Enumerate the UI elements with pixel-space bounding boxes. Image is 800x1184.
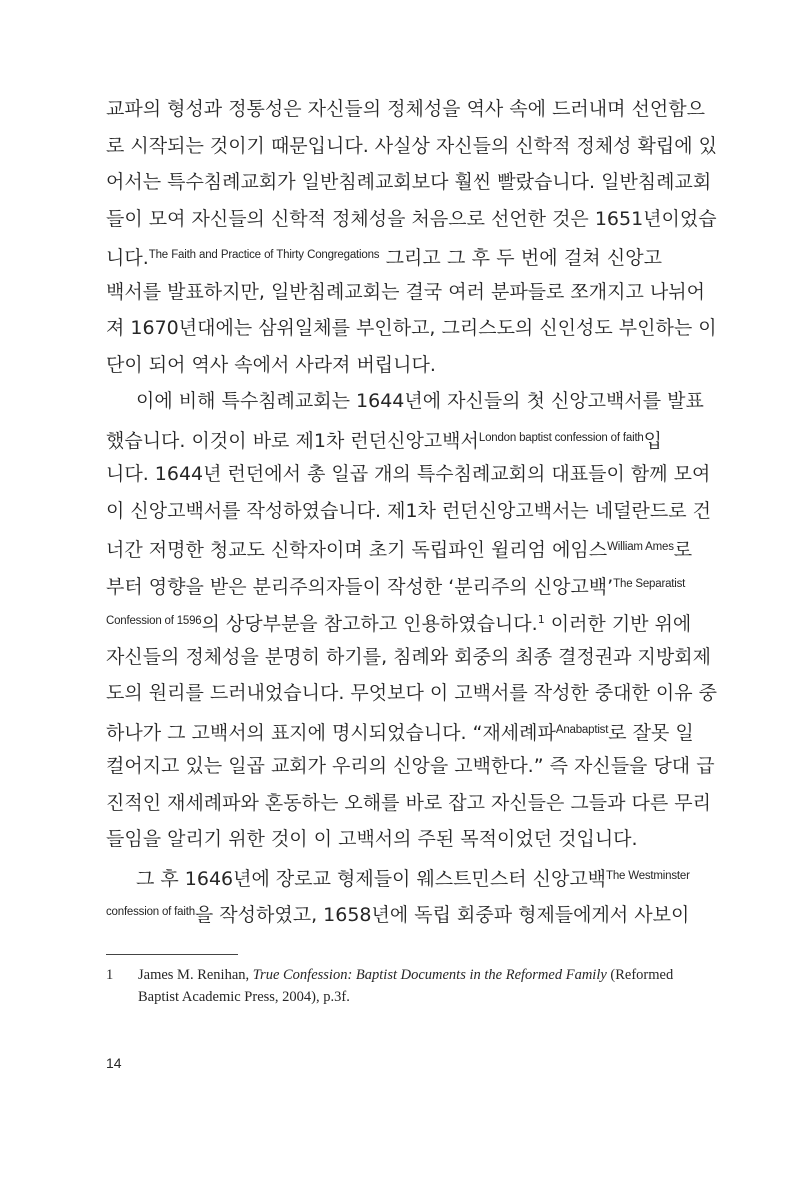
page-number: 14 [106,1055,122,1071]
text-segment: 교파의 형성과 정통성은 자신들의 정체성을 역사 속에 드러내며 선언함으 [106,98,705,120]
english-reference: Anabaptist [555,723,609,736]
text-line [106,420,662,457]
text-segment: 들임을 알리기 위한 것이 이 고백서의 주된 목적이었던 것입니다. [106,828,638,850]
footnote-text [138,964,674,1008]
text-segment: 했습니다. 이것이 바로 제1차 런던신앙고백서 [106,429,479,452]
text-line [106,383,704,420]
english-reference: The Faith and Practice of Thirty Congregations [148,249,380,261]
footnote-author: James M. Renihan, [138,967,253,983]
text-line [106,237,662,274]
text-segment: 그리고 그 후 두 번에 걸쳐 신앙고 [379,247,662,269]
footnote-marker: 1 [537,613,545,626]
english-reference: The Separatist [613,577,686,590]
text-segment: 어서는 특수침례교회가 일반침례교회보다 훨씬 빨랐습니다. 일반침례교회 [106,171,712,193]
footnote-divider [106,954,238,955]
text-line [106,347,662,384]
text-line [106,675,718,712]
text-line [106,785,711,822]
text-line [106,91,705,128]
text-line [106,821,662,858]
text-line [106,128,718,165]
text-line [106,566,686,603]
text-line [106,164,712,201]
text-segment: 의 상당부분을 참고하고 인용하였습니다. [201,613,538,635]
text-segment: 로 [673,539,693,561]
paragraph [106,858,690,931]
english-reference: Confession of 1596 [106,615,202,627]
text-segment: 로 잘못 일 [608,721,694,744]
body-text [106,91,718,931]
english-reference: The Westminster [606,869,690,882]
text-line [106,712,694,749]
english-reference: London baptist confession of faith [478,431,644,444]
text-segment: 하나가 그 고백서의 표지에 명시되었습니다. “재세례파 [106,721,556,744]
text-line [106,529,693,566]
text-segment: 도의 원리를 드러내었습니다. 무엇보다 이 고백서를 작성한 중대한 이유 중 [106,682,718,704]
text-segment: 로 시작되는 것이기 때문입니다. 사실상 자신들의 신학적 정체성 확립에 있 [106,134,718,157]
text-segment: 들이 모여 자신들의 신학적 정체성을 처음으로 선언한 것은 1651년이었습 [106,207,717,230]
text-segment: 이 신앙고백서를 작성하였습니다. 제1차 런던신앙고백서는 네덜란드로 건 [106,499,711,522]
text-segment: 을 작성하였고, 1658년에 독립 회중파 형제들에게서 사보이 [194,904,690,926]
footnote [106,964,674,1008]
text-segment: 이에 비해 특수침례교회는 1644년에 자신들의 첫 신앙고백서를 발표 [136,390,704,412]
footnote-book-title: True Confession: Baptist Documents in the Reformed Family [252,967,607,983]
text-segment: 단이 되어 역사 속에서 사라져 버립니다. [106,353,436,376]
footnote-line [138,964,674,986]
footnote-publisher: (Reformed [606,967,674,983]
text-segment: 이러한 기반 위에 [544,613,692,635]
text-line [106,748,715,785]
text-segment: 너간 저명한 청교도 신학자이며 초기 독립파인 윌리엄 에임스 [106,539,608,561]
text-line [106,639,711,676]
footnote-line: Baptist Academic Press, 2004), p.3f. [138,989,350,1005]
text-line [106,602,692,639]
text-line [106,894,690,931]
text-segment: 부터 영향을 받은 분리주의자들이 작성한 ‘분리주의 신앙고백’ [106,575,614,598]
text-line [106,274,705,311]
footnote-number: 1 [106,967,114,983]
text-segment: 니다. 1644년 런던에서 총 일곱 개의 특수침례교회의 대표들이 함께 모여 [106,463,711,485]
english-reference: William Ames [607,541,674,553]
text-segment: 진적인 재세례파와 혼동하는 오해를 바로 잡고 자신들은 그들과 다른 무리 [106,791,711,814]
text-segment: 백서를 발표하지만, 일반침례교회는 결국 여러 분파들로 쪼개지고 나뉘어 [106,280,705,303]
paragraph [106,383,718,858]
text-line [106,456,711,493]
text-line [106,858,690,895]
text-segment: 자신들의 정체성을 분명히 하기를, 침례와 회중의 최종 결정권과 지방회제 [106,645,711,668]
text-segment: 입 [643,429,662,452]
paragraph [106,91,718,383]
text-line [106,201,717,238]
english-reference: confession of faith [106,906,195,918]
text-line [106,493,711,530]
text-segment: 컬어지고 있는 일곱 교회가 우리의 신앙을 고백한다.” 즉 자신들을 당대 급 [106,755,715,777]
text-segment: 니다. [106,247,149,269]
text-line [106,310,717,347]
text-segment: 져 1670년대에는 삼위일체를 부인하고, 그리스도의 신인성도 부인하는 이 [106,317,717,339]
text-segment: 그 후 1646년에 장로교 형제들이 웨스트민스터 신앙고백 [136,867,607,890]
